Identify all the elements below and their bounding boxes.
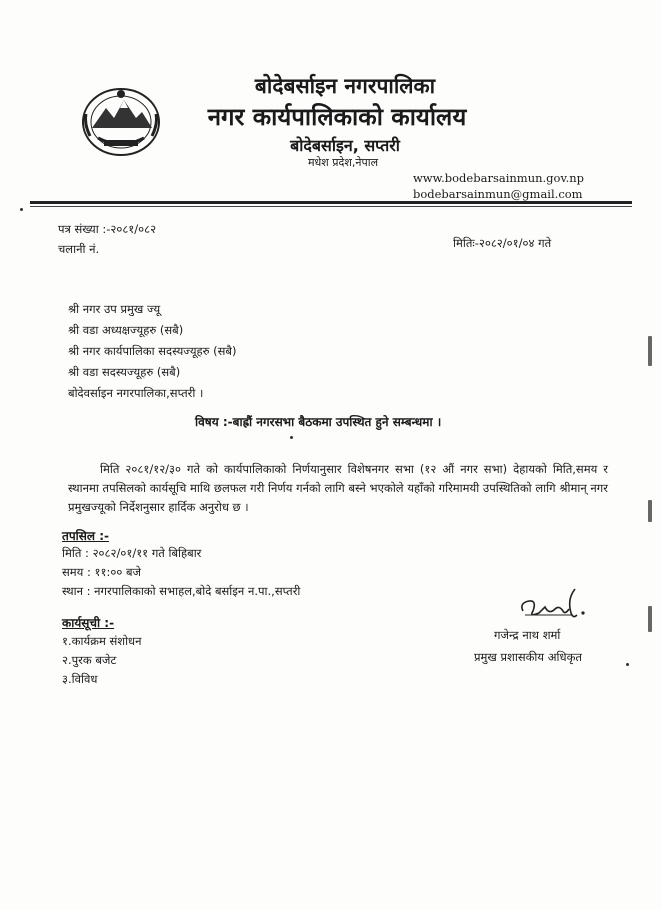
- scan-edge-mark: [648, 500, 652, 522]
- province-line: मधेश प्रदेश,नेपाल: [307, 156, 379, 169]
- agenda-item: ३.विविध: [62, 672, 98, 686]
- header-divider-thin: [30, 206, 632, 207]
- letter-date: मितिः-२०८२/०१/०४ गते: [453, 236, 552, 250]
- dispatch-number: चलानी नं.: [58, 242, 100, 256]
- meeting-venue: स्थान : नगरपालिकाको सभाहल,बोदे बर्साइन न.पा.,सप्तरी: [62, 584, 301, 598]
- body-paragraph: मिति २०८१/१२/३० गते को कार्यपालिकाको निर्णयानुसार विशेषनगर सभा (१२ औं नगर सभा) देहायको मिति,समय र स्थानमा तपसिलको कार्यसूचि माथि छलफल गरी निर्णय गर्नको लागि बस्ने भएकोले यहाँको गरिमामयी उपस्थितिको लागि श्रीमान् नगर प्रमुखज्यूको निर्देशनुसार हार्दिक अनुरोध छ ।: [68, 462, 608, 514]
- agenda-item: १.कार्यक्रम संशोधन: [62, 634, 142, 648]
- meeting-date: मिति : २०८२/०१/११ गते बिहिबार: [62, 546, 202, 560]
- recipient-line: श्री नगर उप प्रमुख ज्यू: [68, 302, 161, 316]
- letter-body: [68, 460, 608, 517]
- scan-speck: [290, 436, 293, 439]
- signatory-name: गजेन्द्र नाथ शर्मा: [494, 628, 561, 642]
- recipient-line: बोदेवर्साइन नगरपालिका,सप्तरी ।: [68, 386, 204, 400]
- scan-edge-mark: [648, 336, 652, 366]
- email-link[interactable]: bodebarsainmun@gmail.com: [412, 187, 583, 201]
- header-divider-thick: [30, 201, 632, 204]
- scan-edge-mark: [648, 606, 652, 632]
- recipient-line: श्री वडा सदस्यज्यूहरु (सबै): [68, 365, 181, 379]
- signatory-title: प्रमुख प्रशासकीय अधिकृत: [474, 650, 582, 664]
- subject-line: विषय :-बाह्रौं नगरसभा बैठकमा उपस्थित हुने सम्बन्धमा ।: [195, 415, 442, 429]
- contact-block: [413, 170, 584, 202]
- scan-speck: [626, 663, 629, 666]
- office-name: नगर कार्यपालिकाको कार्यालय: [207, 103, 467, 131]
- handwritten-signature: [515, 585, 593, 625]
- recipient-line: श्री नगर कार्यपालिका सदस्यज्यूहरु (सबै): [68, 344, 237, 358]
- scan-speck: [20, 208, 23, 211]
- details-heading: तपसिल :-: [62, 529, 109, 543]
- recipient-line: श्री वडा अध्यक्षज्यूहरु (सबै): [68, 323, 184, 337]
- agenda-heading: कार्यसूची :-: [62, 616, 115, 630]
- office-location: बोदेबर्साइन, सप्तरी: [290, 136, 400, 155]
- meeting-time: समय : ११:०० बजे: [62, 565, 142, 579]
- agenda-item: २.पुरक बजेट: [62, 653, 117, 667]
- reference-number: पत्र संख्या :-२०८१/०८२: [58, 222, 157, 236]
- municipality-name: बोदेबर्साइन नगरपालिका: [254, 74, 436, 98]
- website-link[interactable]: www.bodebarsainmun.gov.np: [412, 171, 584, 185]
- nepal-emblem-icon: [80, 84, 162, 158]
